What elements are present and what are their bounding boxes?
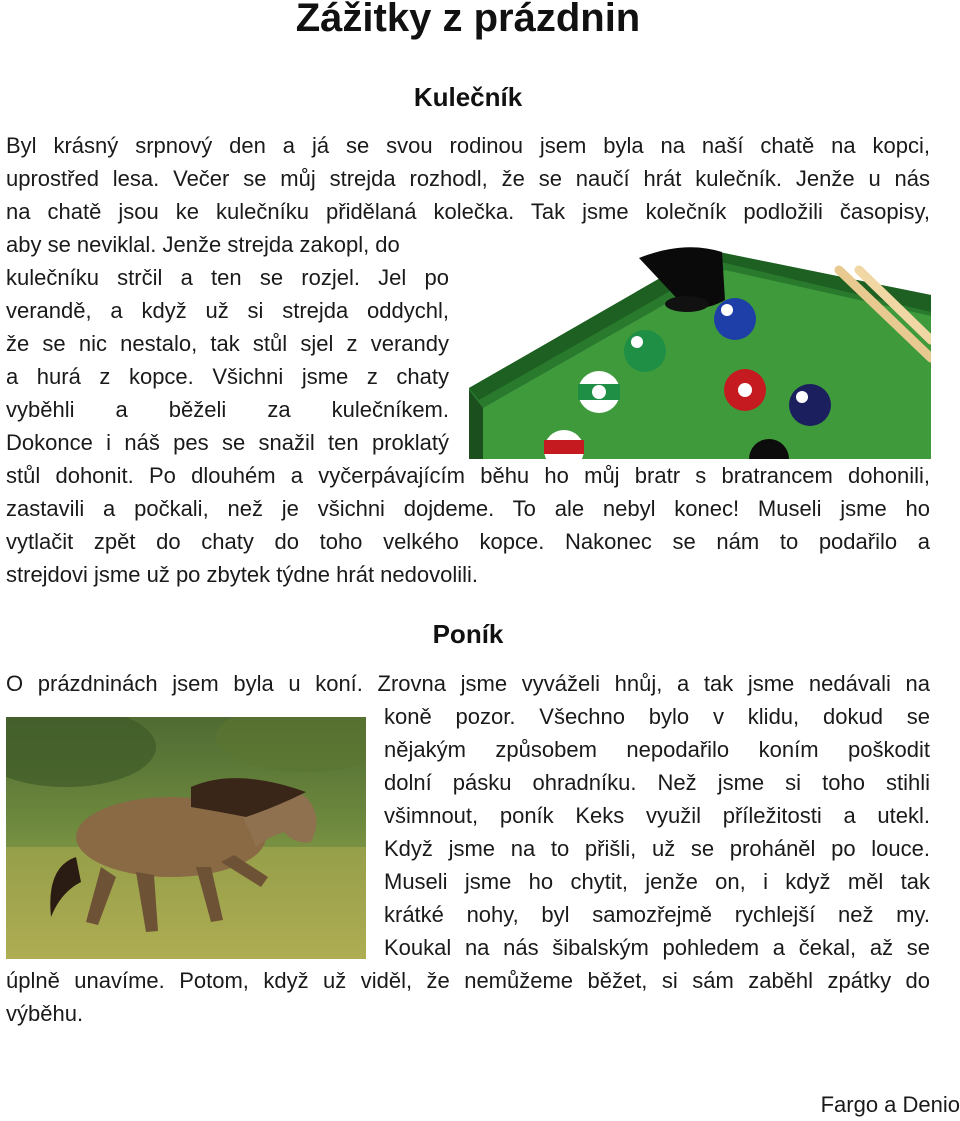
paragraph-line: Museli jsme ho chytit, jenže on, i když měl tak — [384, 869, 930, 894]
paragraph-line: koně pozor. Všechno bylo v klidu, dokud se — [384, 704, 930, 729]
paragraph-line: nějakým způsobem nepodařilo koním poškodit — [384, 737, 930, 762]
paragraph-line: Koukal na nás šibalským pohledem a čekal, až se — [384, 935, 930, 960]
paragraph-line: verandě, a když už si strejda oddychl, — [6, 298, 449, 323]
billiard-table-image — [469, 240, 931, 459]
paragraph-line: Byl krásný srpnový den a já se svou rodinou jsem byla na naší chatě na kopci, — [6, 133, 930, 158]
paragraph-line: Když jsme na to přišli, už se proháněl po louce. — [384, 836, 930, 861]
paragraph-line: úplně unavíme. Potom, když už viděl, že nemůžeme běžet, si sám zaběhl zpátky do — [6, 968, 930, 993]
paragraph-line: dolní pásku ohradníku. Než jsme si toho stihli — [384, 770, 930, 795]
footer-authors: Fargo a Denio — [820, 1092, 960, 1117]
paragraph-line: všimnout, poník Keks využil příležitosti a utekl. — [384, 803, 930, 828]
paragraph-line: kulečníku strčil a ten se rozjel. Jel po — [6, 265, 449, 290]
paragraph-line: výběhu. — [6, 1001, 84, 1026]
paragraph-line: a hurá z kopce. Všichni jsme z chaty — [6, 364, 449, 389]
paragraph-line: krátké nohy, byl samozřejmě rychlejší než my. — [384, 902, 930, 927]
pony-image — [6, 717, 366, 959]
section-heading-billiard: Kulečník — [413, 82, 523, 112]
paragraph-line: na chatě jsou ke kulečníku přidělaná kolečka. Tak jsme kolečník podložili časopisy, — [6, 199, 930, 224]
paragraph-line: zastavili a počkali, než je všichni dojdeme. To ale nebyl konec! Museli jsme ho — [6, 496, 930, 521]
paragraph-line: O prázdninách jsem byla u koní. Zrovna jsme vyváželi hnůj, a tak jsme nedávali na — [6, 671, 930, 696]
section-heading-pony: Poník — [432, 619, 504, 649]
paragraph-line: vyběhli a běželi za kulečníkem. — [6, 397, 449, 422]
paragraph-line: aby se neviklal. Jenže strejda zakopl, do — [6, 232, 400, 257]
paragraph-line: stůl dohonit. Po dlouhém a vyčerpávajícím běhu ho můj bratr s bratrancem dohonili, — [6, 463, 930, 488]
paragraph-line: vytlačit zpět do chaty do toho velkého kopce. Nakonec se nám to podařilo a — [6, 529, 930, 554]
paragraph-line: uprostřed lesa. Večer se můj strejda rozhodl, že se naučí hrát kulečník. Jenže u nás — [6, 166, 930, 191]
paragraph-line: Dokonce i náš pes se snažil ten proklatý — [6, 430, 449, 455]
page-title: Zážitky z prázdnin — [295, 0, 641, 40]
paragraph-line: že se nic nestalo, tak stůl sjel z verandy — [6, 331, 449, 356]
paragraph-line: strejdovi jsme už po zbytek týdne hrát nedovolili. — [6, 562, 479, 587]
